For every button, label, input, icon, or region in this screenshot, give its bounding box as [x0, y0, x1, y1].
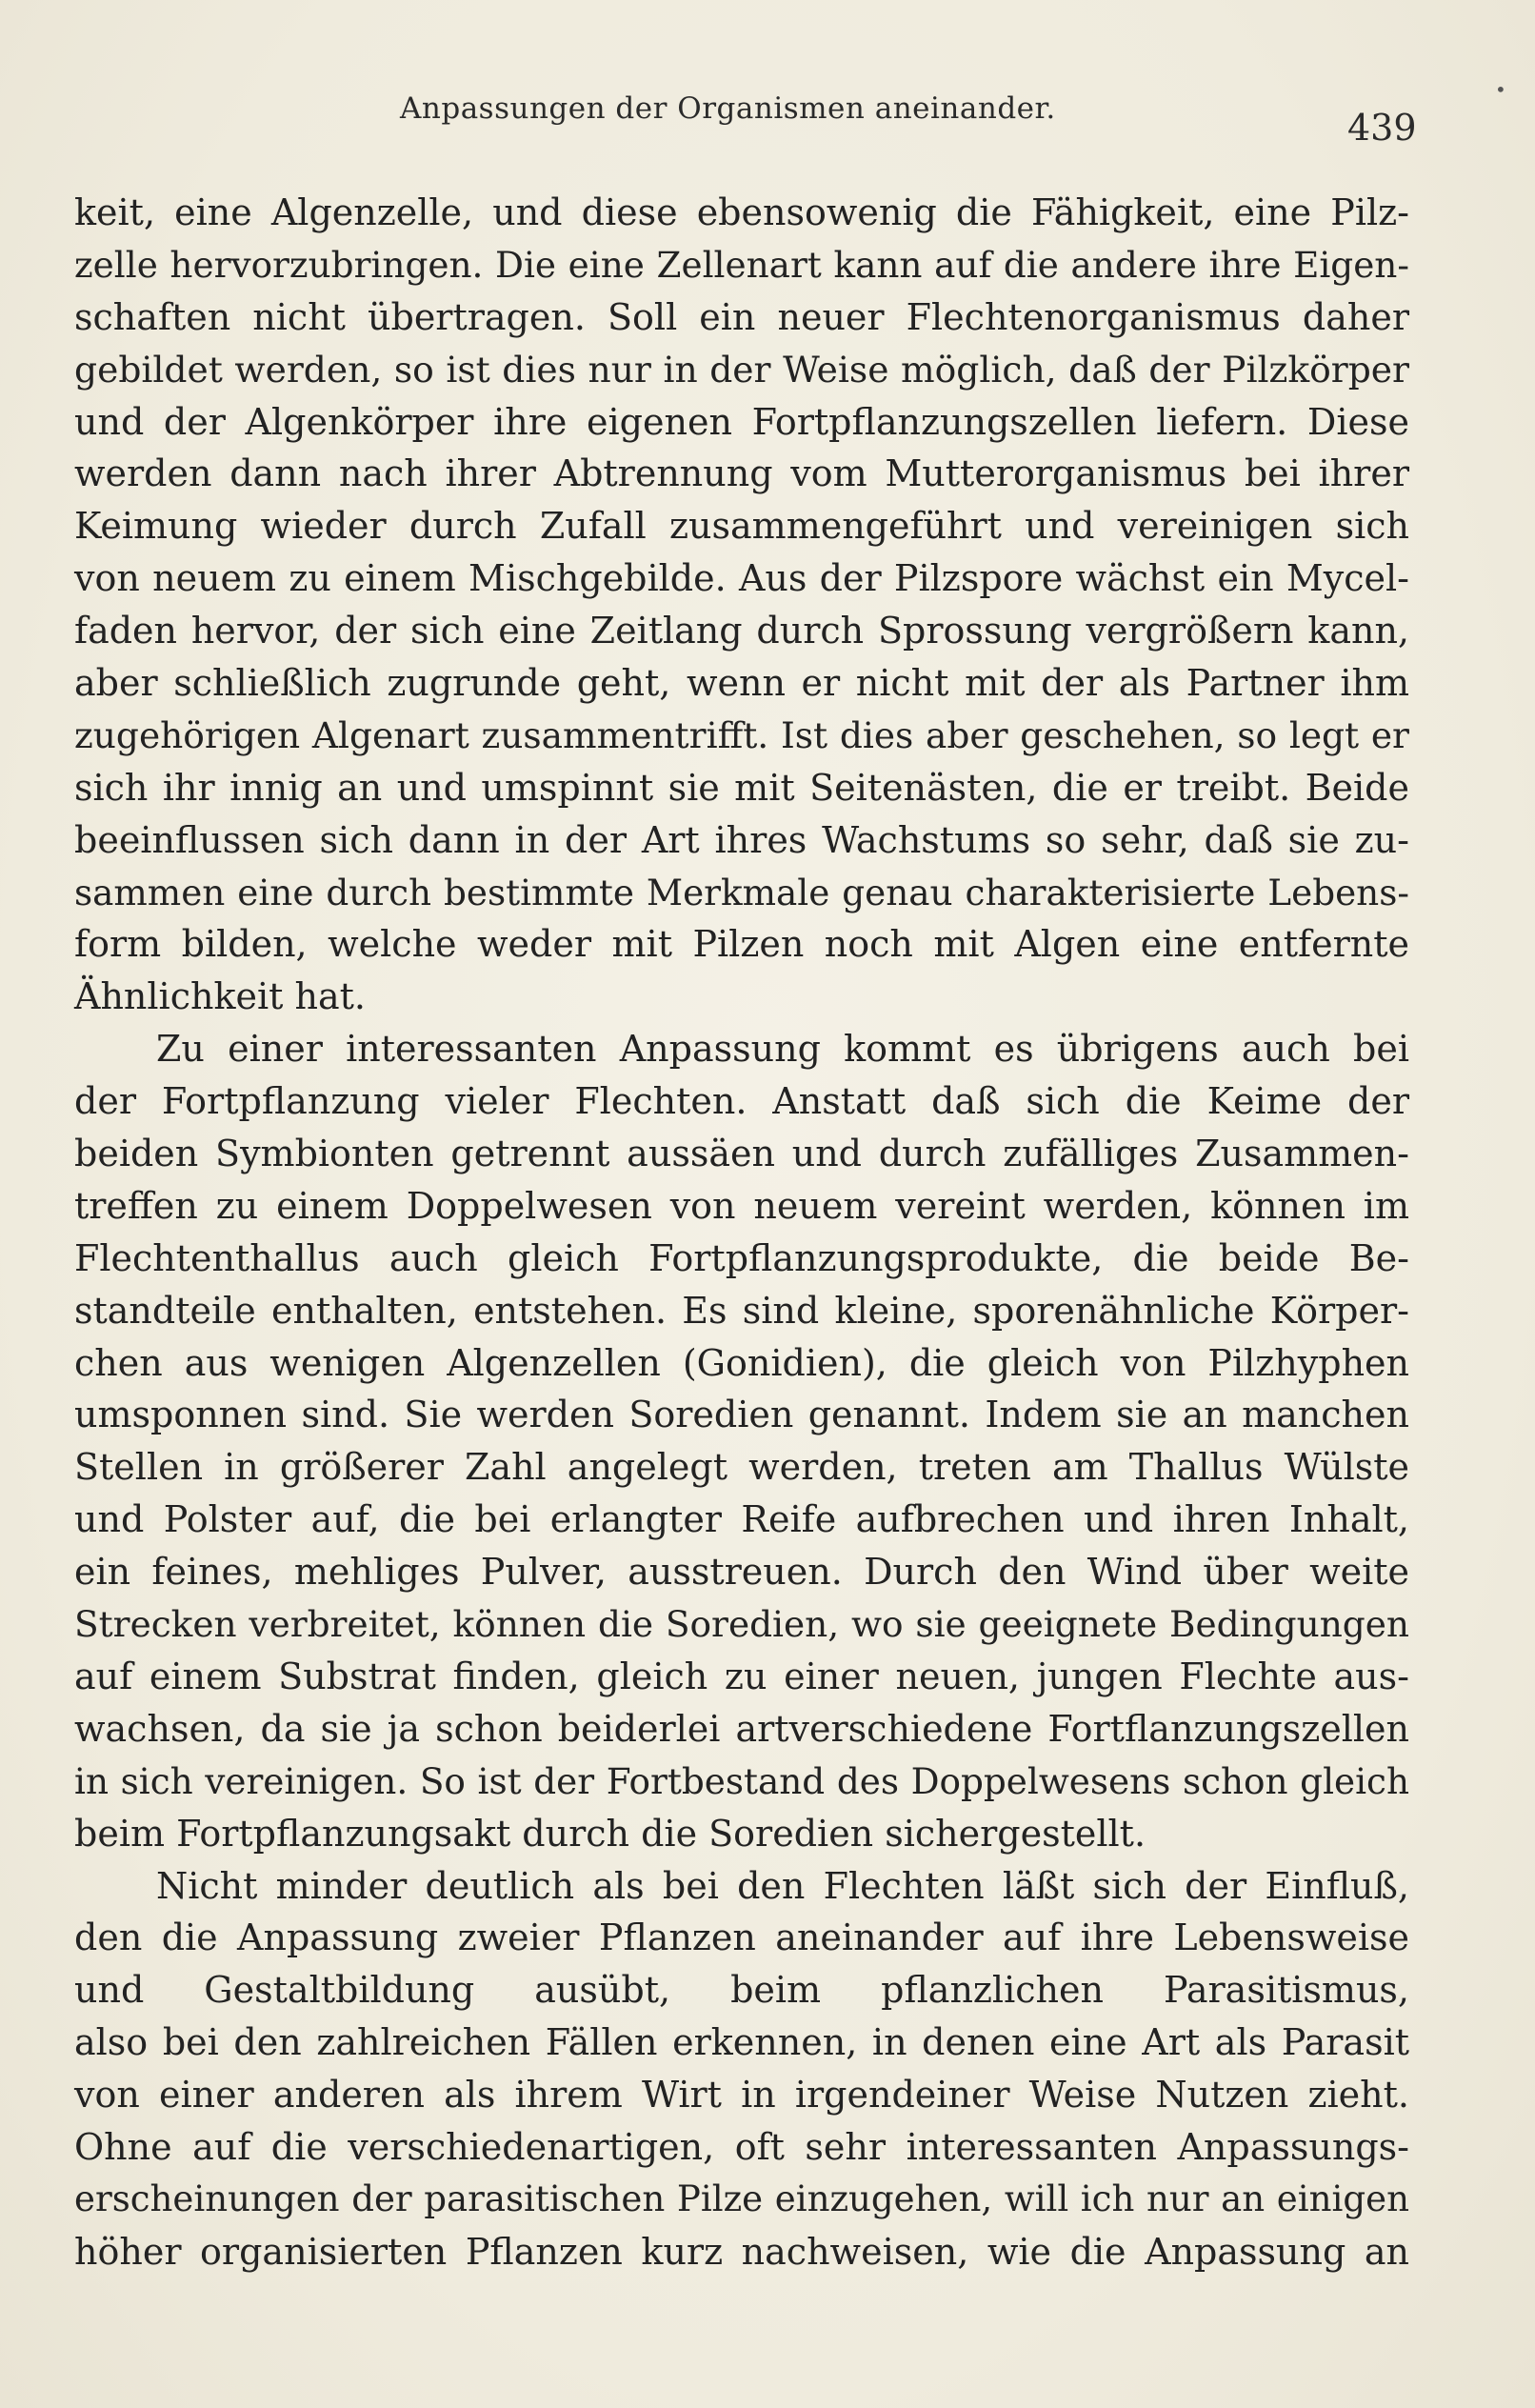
text-line: höher organisierten Pflanzen kurz nachweisen, wie die Anpassung an	[74, 2230, 1409, 2273]
text-line: standteile enthalten, entstehen. Es sind kleine, sporenähnliche Körper-	[74, 1289, 1409, 1332]
text-line: also bei den zahlreichen Fällen erkennen, in denen eine Art als Parasit	[74, 2021, 1409, 2064]
text-line: von neuem zu einem Mischgebilde. Aus der Pilzspore wächst ein Mycel-	[74, 557, 1409, 600]
text-line: und der Algenkörper ihre eigenen Fortpflanzungszellen liefern. Diese	[74, 400, 1409, 443]
text-line: zelle hervorzubringen. Die eine Zellenart kann auf die andere ihre Eigen-	[74, 243, 1409, 286]
text-line: chen aus wenigen Algenzellen (Gonidien), die gleich von Pilzhyphen	[74, 1341, 1409, 1384]
text-line: aber schließlich zugrunde geht, wenn er nicht mit der als Partner ihm	[74, 662, 1409, 705]
text-line: beiden Symbionten getrennt aussäen und durch zufälliges Zusammen-	[74, 1133, 1409, 1175]
text-line: umsponnen sind. Sie werden Soredien genannt. Indem sie an manchen	[74, 1394, 1409, 1436]
text-line: beeinflussen sich dann in der Art ihres Wachstums so sehr, daß sie zu-	[74, 818, 1409, 861]
text-line: sich ihr innig an und umspinnt sie mit Seitenästen, die er treibt. Beide	[74, 766, 1409, 809]
text-line: form bilden, welche weder mit Pilzen noch mit Algen eine entfernte	[74, 923, 1409, 966]
text-line: wachsen, da sie ja schon beiderlei artverschiedene Fortflanzungszellen	[74, 1707, 1409, 1750]
paragraph-first-line: Nicht minder deutlich als bei den Flechten läßt sich der Einfluß,	[156, 1864, 1409, 1907]
text-line: werden dann nach ihrer Abtrennung vom Mutterorganismus bei ihrer	[74, 452, 1409, 495]
text-line: Keimung wieder durch Zufall zusammengeführt und vereinigen sich	[74, 505, 1409, 548]
text-line: von einer anderen als ihrem Wirt in irgendeiner Weise Nutzen zieht.	[74, 2074, 1409, 2117]
text-line: Ohne auf die verschiedenartigen, oft sehr interessanten Anpassungs-	[74, 2125, 1409, 2168]
text-line: faden hervor, der sich eine Zeitlang durch Sprossung vergrößern kann,	[74, 610, 1409, 652]
text-line: Stellen in größerer Zahl angelegt werden, treten am Thallus Wülste	[74, 1446, 1409, 1489]
text-line: Strecken verbreitet, können die Soredien, wo sie geeignete Bedingungen	[74, 1603, 1409, 1646]
text-line: ein feines, mehliges Pulver, ausstreuen. Durch den Wind über weite	[74, 1551, 1409, 1594]
text-line: der Fortpflanzung vieler Flechten. Anstatt daß sich die Keime der	[74, 1080, 1409, 1123]
text-line: sammen eine durch bestimmte Merkmale genau charakterisierte Lebens-	[74, 871, 1409, 913]
text-line: keit, eine Algenzelle, und diese ebensowenig die Fähigkeit, eine Pilz-	[74, 191, 1409, 233]
print-speck: •	[1495, 78, 1506, 101]
text-line: zugehörigen Algenart zusammentrifft. Ist dies aber geschehen, so legt er	[74, 713, 1409, 756]
paragraph-last-line: Ähnlichkeit hat.	[74, 975, 366, 1018]
text-line: treffen zu einem Doppelwesen von neuem vereint werden, können im	[74, 1184, 1409, 1227]
text-line: gebildet werden, so ist dies nur in der Weise möglich, daß der Pilzkörper	[74, 348, 1409, 391]
text-line: und Polster auf, die bei erlangter Reife aufbrechen und ihren Inhalt,	[74, 1498, 1409, 1541]
paragraph-last-line: beim Fortpflanzungsakt durch die Soredien sichergestellt.	[74, 1812, 1146, 1855]
text-line: den die Anpassung zweier Pflanzen aneinander auf ihre Lebensweise	[74, 1916, 1409, 1959]
running-head: Anpassungen der Organismen aneinander.	[400, 91, 1056, 126]
text-line: Flechtenthallus auch gleich Fortpflanzungsprodukte, die beide Be-	[74, 1236, 1409, 1279]
text-line: schaften nicht übertragen. Soll ein neuer Flechtenorganismus daher	[74, 295, 1409, 338]
page-number: 439	[1347, 107, 1417, 149]
paragraph-first-line: Zu einer interessanten Anpassung kommt es übrigens auch bei	[156, 1028, 1409, 1071]
text-line: in sich vereinigen. So ist der Fortbestand des Doppelwesens schon gleich	[74, 1759, 1409, 1802]
body-text	[74, 187, 1409, 2278]
text-line: auf einem Substrat finden, gleich zu einer neuen, jungen Flechte aus-	[74, 1655, 1409, 1697]
text-line: und Gestaltbildung ausübt, beim pflanzlichen Parasitismus,	[74, 1969, 1409, 2012]
text-line: erscheinungen der parasitischen Pilze einzugehen, will ich nur an einigen	[74, 2177, 1409, 2219]
